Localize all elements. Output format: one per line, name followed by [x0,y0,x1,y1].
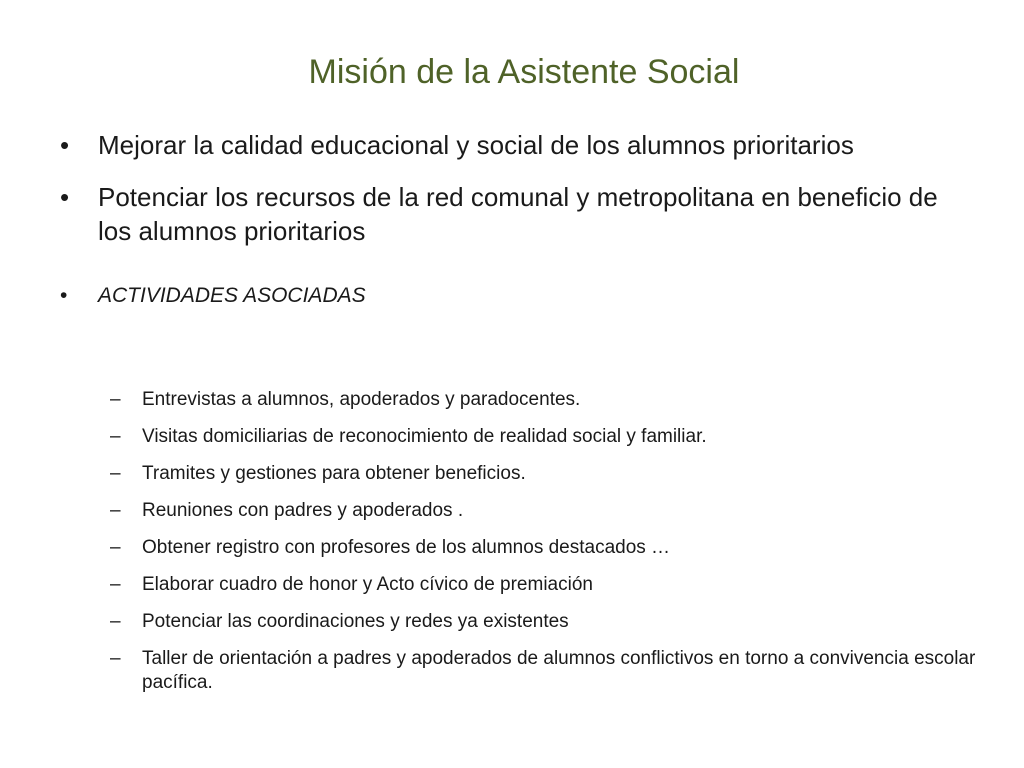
slide-title: Misión de la Asistente Social [308,53,740,91]
bullet-text: Mejorar la calidad educacional y social de los alumnos prioritarios [98,130,854,160]
activity-item [56,647,1002,695]
activity-text: Potenciar las coordinaciones y redes ya existentes [142,611,569,632]
activity-item [56,425,1002,449]
activities-list [56,388,976,708]
activity-text: Entrevistas a alumnos, apoderados y paradocentes. [142,389,581,410]
dash-marker: – [110,574,121,595]
dash-marker: – [110,389,121,410]
dash-marker: – [110,426,121,447]
dash-marker: – [110,500,121,521]
activity-item [56,610,1002,634]
activity-item [56,462,1002,486]
activity-item [56,573,1002,597]
activity-item [56,388,1002,412]
bullet-item [56,180,956,248]
activity-text: Obtener registro con profesores de los alumnos destacados … [142,537,671,558]
dash-marker: – [110,611,121,632]
bullet-list [56,128,956,310]
bullet-item [56,128,956,162]
activity-text: Taller de orientación a padres y apoderados de alumnos conflictivos en torno a convivencia escolar pacífica. [142,648,976,693]
activity-text: Visitas domiciliarias de reconocimiento de realidad social y familiar. [142,426,707,447]
activity-text: Reuniones con padres y apoderados . [142,500,464,521]
dash-marker: – [110,648,121,669]
activity-text: Elaborar cuadro de honor y Acto cívico de premiación [142,574,593,595]
bullet-text: Potenciar los recursos de la red comunal y metropolitana en beneficio de los alumnos prioritarios [98,182,938,246]
dash-marker: – [110,537,121,558]
bullet-marker: • [60,182,70,212]
bullet-marker: • [60,284,68,307]
activity-text: Tramites y gestiones para obtener beneficios. [142,463,526,484]
activity-item [56,499,1002,523]
activity-item [56,536,1002,560]
activities-section [56,282,956,310]
dash-marker: – [110,463,121,484]
bullet-marker: • [60,130,70,160]
activities-heading: ACTIVIDADES ASOCIADAS [98,284,366,307]
